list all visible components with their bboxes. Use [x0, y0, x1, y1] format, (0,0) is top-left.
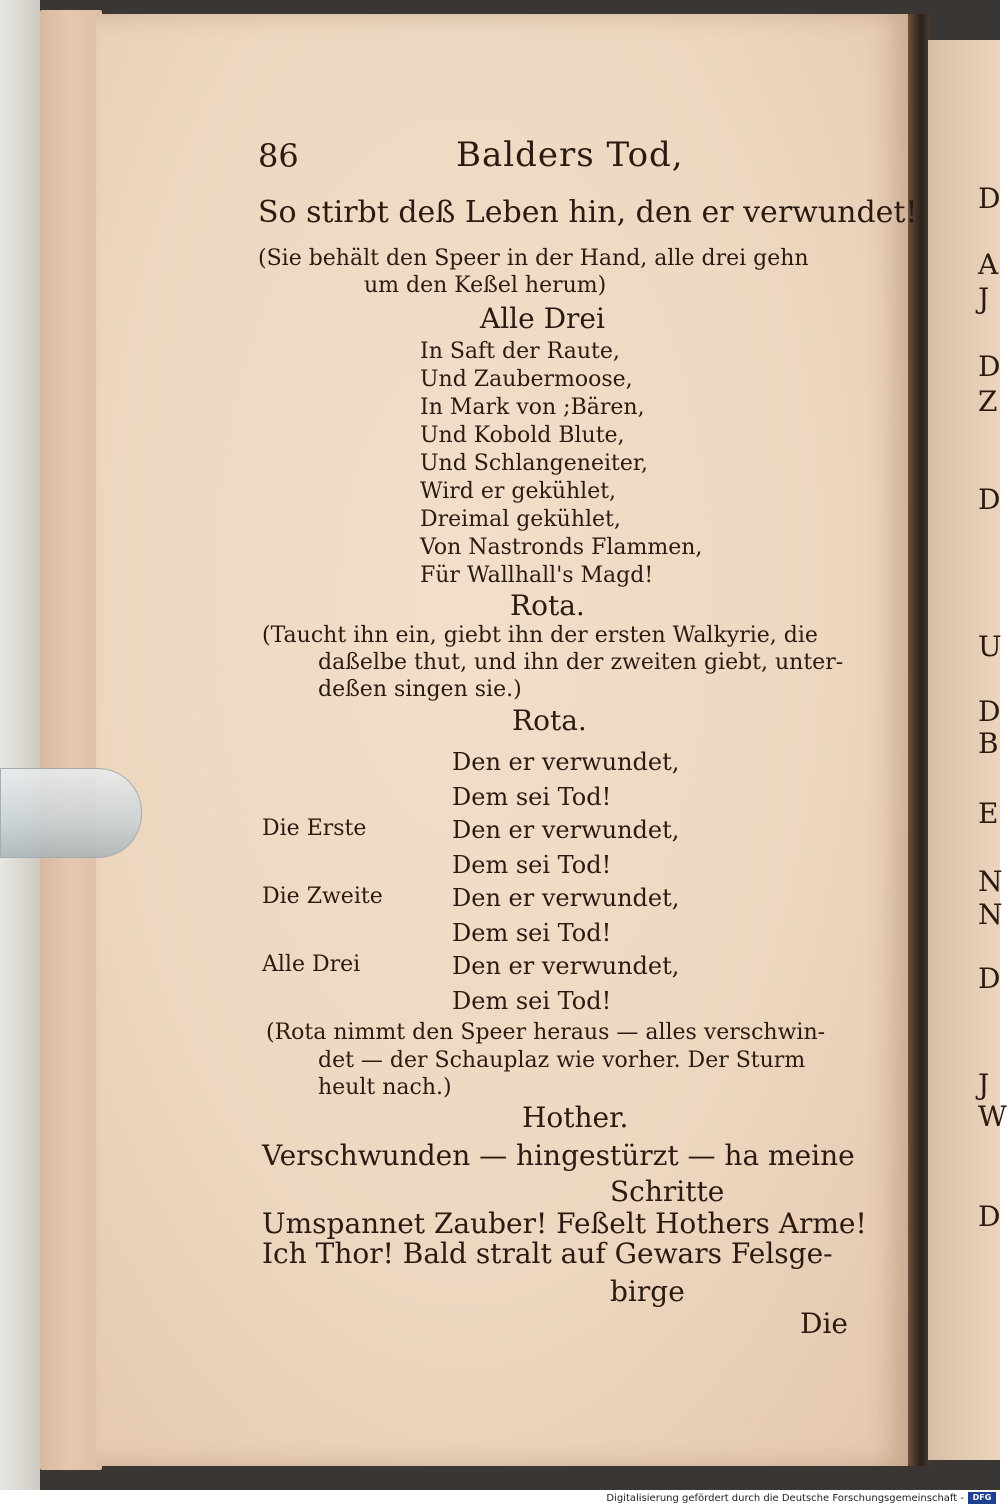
edge-letter: N [978, 898, 1003, 931]
stage-direction-line: (Sie behält den Speer in der Hand, alle drei gehn [258, 246, 809, 271]
verse-line: Und Kobold Blute, [420, 423, 625, 448]
speaker-heading: Rota. [510, 589, 585, 622]
verse-line: Und Schlangeneiter, [420, 451, 648, 476]
stage-direction-line: um den Keßel herum) [364, 273, 607, 298]
edge-letter: W [978, 1100, 1007, 1133]
speaker-heading: Rota. [512, 704, 587, 737]
edge-letter: D [978, 182, 1001, 215]
chant-line: Den er verwundet, [452, 884, 680, 912]
chant-speaker: Alle Drei [262, 952, 361, 977]
text-line: Umspannet Zauber! Feßelt Hothers Arme! [262, 1207, 867, 1240]
chant-line: Den er verwundet, [452, 816, 680, 844]
text-line: Schritte [610, 1175, 725, 1208]
verse-line: Dreimal gekühlet, [420, 507, 621, 532]
text-line: Verschwunden — hingestürzt — ha meine [262, 1139, 855, 1172]
edge-letter: D [978, 483, 1001, 516]
chant-line: Den er verwundet, [452, 952, 680, 980]
edge-letter: J [978, 1068, 990, 1101]
stage-direction-line: heult nach.) [318, 1075, 452, 1100]
verse-line: In Saft der Raute, [420, 339, 620, 364]
chant-speaker: Die Zweite [262, 884, 383, 909]
text-line: birge [610, 1275, 685, 1308]
chant-line: Dem sei Tod! [452, 987, 612, 1015]
dfg-logo: DFG [968, 1492, 996, 1504]
edge-letter: J [978, 282, 990, 315]
edge-letter: D [978, 695, 1001, 728]
verse-line: In Mark von ;Bären, [420, 395, 645, 420]
text-line: Ich Thor! Bald stralt auf Gewars Felsge- [262, 1237, 833, 1270]
footer-bar [0, 1490, 1000, 1507]
stage-direction-line: (Rota nimmt den Speer heraus — alles verschwin- [266, 1020, 826, 1045]
verse-line: Wird er gekühlet, [420, 479, 617, 504]
stage-direction-line: (Taucht ihn ein, giebt ihn der ersten Walkyrie, die [262, 623, 818, 648]
edge-letter: D [978, 962, 1001, 995]
page-stack-edge [40, 10, 102, 1470]
page-number: 86 [258, 137, 299, 175]
scanner-edge [0, 0, 40, 1490]
stage-direction-line: daßelbe thut, und ihn der zweiten giebt, unter- [318, 650, 844, 675]
edge-letter: A [978, 248, 999, 281]
chant-line: Dem sei Tod! [452, 783, 612, 811]
edge-letter: D [978, 1200, 1001, 1233]
chant-speaker: Die Erste [262, 816, 367, 841]
speaker-heading: Alle Drei [480, 302, 605, 335]
edge-letter: E [978, 797, 999, 830]
page-clip [0, 768, 142, 858]
chant-line: Den er verwundet, [452, 748, 680, 776]
book-gutter [908, 14, 930, 1466]
verse-line: Und Zaubermoose, [420, 367, 633, 392]
running-head: Balders Tod, [456, 135, 684, 175]
edge-letter: D [978, 350, 1001, 383]
stage-direction-line: deßen singen sie.) [318, 677, 522, 702]
edge-letter: N [978, 865, 1003, 898]
footer-credit: Digitalisierung gefördert durch die Deutsche Forschungsgemeinschaft - [606, 1493, 964, 1504]
chant-line: Dem sei Tod! [452, 919, 612, 947]
stage-direction-line: det — der Schauplaz wie vorher. Der Sturm [318, 1048, 806, 1073]
verse-line: Von Nastronds Flammen, [420, 535, 703, 560]
chant-line: Dem sei Tod! [452, 851, 612, 879]
catchword: Die [800, 1307, 848, 1340]
speaker-heading: Hother. [522, 1101, 629, 1134]
verse-line: Für Wallhall's Magd! [420, 563, 654, 588]
edge-letter: Z [978, 385, 998, 418]
edge-letter: U [978, 630, 1002, 663]
edge-letter: B [978, 727, 999, 760]
text-line: So stirbt deß Leben hin, den er verwundet! [258, 195, 918, 230]
